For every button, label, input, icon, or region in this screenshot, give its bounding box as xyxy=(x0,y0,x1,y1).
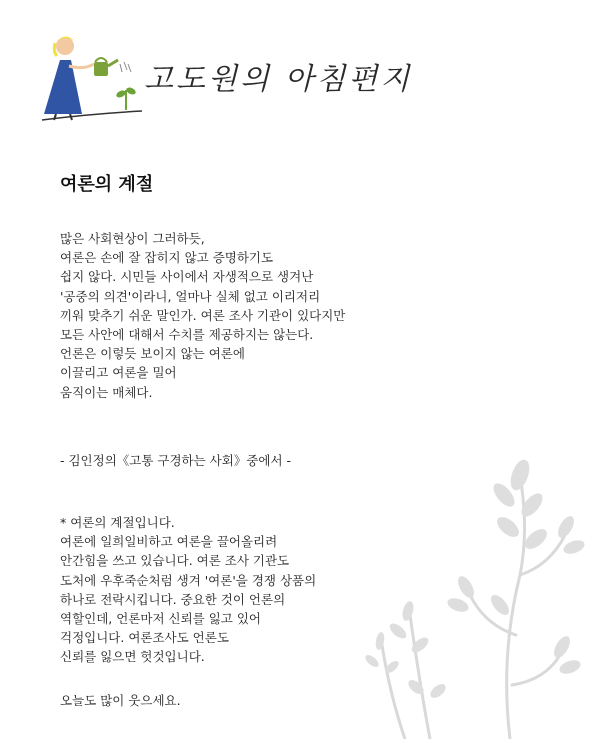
note-line: 하나로 전락시킵니다. 중요한 것이 언론의 xyxy=(60,591,286,607)
letter-title: 여론의 계절 xyxy=(60,174,154,195)
logo-title: 고도원의 아침편지 xyxy=(144,62,413,97)
body-line: 모든 사안에 대해서 수치를 제공하지는 않는다. xyxy=(60,327,314,343)
gardener-logo-icon xyxy=(38,28,148,128)
body-line: '공중의 의견'이라니, 얼마나 실체 없고 이리저리 xyxy=(60,288,321,304)
body-line: 여론은 손에 잘 잡히지 않고 증명하기도 xyxy=(60,250,274,266)
body-line: 움직이는 매체다. xyxy=(60,384,153,400)
source-line: - 김인정의《고통 구경하는 사회》중에서 - xyxy=(60,453,292,468)
header xyxy=(0,0,600,130)
body-line: 쉽지 않다. 시민들 사이에서 자생적으로 생겨난 xyxy=(60,269,314,285)
note-line: 신뢰를 잃으면 헛것입니다. xyxy=(60,649,205,665)
body-line: 끼워 맞추기 쉬운 말인가. 여론 조사 기관이 있다지만 xyxy=(60,307,346,323)
body-line: 언론은 이렇듯 보이지 않는 여론에 xyxy=(60,346,245,362)
closing-greeting xyxy=(60,691,181,710)
note-line: 안간힘을 쓰고 있습니다. 여론 조사 기관도 xyxy=(60,553,290,569)
body-line: 이끌리고 여론을 밀어 xyxy=(60,365,177,381)
note-line: 걱정입니다. 여론조사도 언론도 xyxy=(60,630,229,646)
letter-body xyxy=(60,229,345,402)
editor-note xyxy=(60,513,316,667)
body-line: 많은 사회현상이 그러하듯, xyxy=(60,231,205,246)
note-line: 도처에 우후죽순처럼 생겨 '여론'을 경쟁 상품의 xyxy=(60,572,317,588)
note-line: 역할인데, 언론마저 신뢰를 잃고 있어 xyxy=(60,611,261,627)
source-citation xyxy=(60,451,291,470)
note-line: 여론에 일희일비하고 여론을 끌어올리려 xyxy=(60,534,278,550)
note-line: * 여론의 계절입니다. xyxy=(60,515,175,530)
closing-line: 오늘도 많이 웃으세요. xyxy=(60,693,181,708)
plant-decoration-icon xyxy=(360,455,600,739)
